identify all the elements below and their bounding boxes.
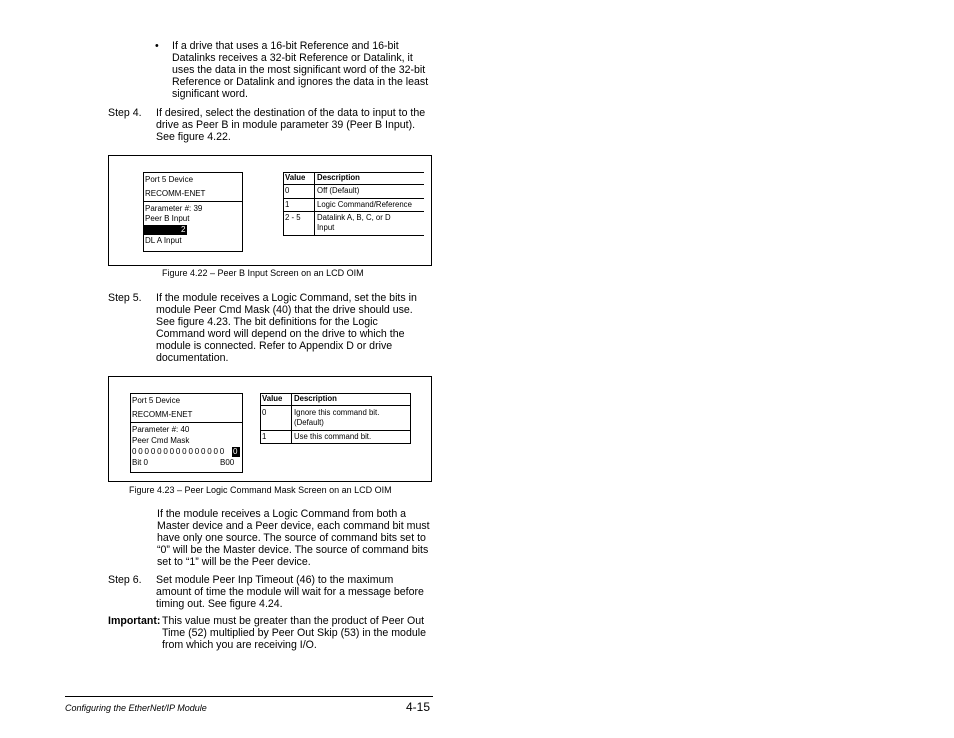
lcd-screen: [143, 172, 243, 252]
lcd-bits: 0 0 0 0 0 0 0 0 0 0 0 0 0 0 0: [132, 447, 225, 456]
lcd-line: Port 5 Device: [145, 175, 194, 184]
lcd-bit-last: 0: [233, 447, 238, 456]
lcd-line: DL A Input: [145, 236, 182, 245]
table-cell-value: 2 - 5: [285, 213, 301, 222]
lcd-line: Parameter #: 39: [145, 204, 203, 213]
table-header-description: Description: [294, 394, 337, 403]
table-cell-description: Input: [317, 223, 335, 232]
bullet-text: [172, 40, 442, 100]
bullet-line: Reference or Datalink and ignores the data in the least: [172, 76, 429, 88]
lcd-line: Peer B Input: [145, 214, 190, 223]
table-cell-value: 1: [262, 432, 267, 441]
lcd-bit-left: Bit 0: [132, 458, 149, 467]
figure-4-22-caption: Figure 4.22 – Peer B Input Screen on an LCD OIM: [162, 268, 364, 278]
table-cell-description: Logic Command/Reference: [317, 200, 412, 209]
step4-line: See figure 4.22.: [156, 131, 231, 143]
step6-line: timing out. See figure 4.24.: [156, 598, 283, 610]
paragraph-line: have only one source. The source of command bits set to: [157, 532, 426, 544]
step6-label: Step 6.: [108, 574, 142, 586]
paragraph: [157, 508, 447, 568]
table-cell-value: 0: [285, 186, 290, 195]
table-cell-description: Datalink A, B, C, or D: [317, 213, 391, 222]
value-table: [260, 393, 411, 444]
important-line: from which you are receiving I/O.: [162, 639, 317, 651]
bullet-line: Datalinks receives a 32-bit Reference or Datalink, it: [172, 52, 413, 64]
table-cell-description: (Default): [294, 418, 324, 427]
lcd-value: 2: [181, 225, 186, 234]
step5-line: Command word will depend on the drive to which the: [156, 328, 405, 340]
lcd-screen: [130, 393, 243, 473]
value-table: [283, 172, 424, 236]
table-cell-description: Ignore this command bit.: [294, 408, 380, 417]
table-cell-value: 1: [285, 200, 290, 209]
bullet-symbol: •: [155, 40, 159, 52]
important-label: Important:: [108, 615, 161, 627]
step5-line: module Peer Cmd Mask (40) that the drive should use.: [156, 304, 413, 316]
lcd-line: RECOMM-ENET: [132, 410, 193, 419]
lcd-bit-right: B00: [220, 458, 235, 467]
table-header-value: Value: [285, 173, 306, 182]
bullet-line: uses the data in the most significant word of the 32-bit: [172, 64, 426, 76]
paragraph-line: set to “1” will be the Peer device.: [157, 556, 311, 568]
step4-line: drive as Peer B in module parameter 39 (Peer B Input).: [156, 119, 416, 131]
lcd-line: Port 5 Device: [132, 396, 181, 405]
bullet-line: significant word.: [172, 88, 248, 100]
table-cell-value: 0: [262, 408, 267, 417]
step5-line: If the module receives a Logic Command, set the bits in: [156, 292, 417, 304]
step4-line: If desired, select the destination of the data to input to the: [156, 107, 426, 119]
figure-4-23-caption: Figure 4.23 – Peer Logic Command Mask Screen on an LCD OIM: [129, 485, 392, 495]
paragraph-line: Master device and a Peer device, each command bit must: [157, 520, 430, 532]
step5-line: module is connected. Refer to Appendix D or drive: [156, 340, 393, 352]
lcd-line: Parameter #: 40: [132, 425, 190, 434]
step6-text: [156, 574, 446, 610]
table-cell-description: Use this command bit.: [294, 432, 372, 441]
figure-4-22: [108, 155, 432, 266]
bullet-line: If a drive that uses a 16-bit Reference and 16-bit: [172, 40, 399, 52]
important-text: [162, 615, 452, 651]
step4-text: [156, 107, 446, 143]
table-header-description: Description: [317, 173, 360, 182]
step5-line: See figure 4.23. The bit definitions for the Logic: [156, 316, 378, 328]
lcd-line: RECOMM-ENET: [145, 189, 206, 198]
step4-label: Step 4.: [108, 107, 142, 119]
step6-line: amount of time the module will wait for a message before: [156, 586, 424, 598]
paragraph-line: If the module receives a Logic Command from both a: [157, 508, 407, 520]
step6-line: Set module Peer Inp Timeout (46) to the maximum: [156, 574, 394, 586]
footer-rule: [65, 696, 433, 697]
table-cell-description: Off (Default): [317, 186, 360, 195]
lcd-line: Peer Cmd Mask: [132, 436, 190, 445]
figure-4-23: [108, 376, 432, 482]
important-line: This value must be greater than the product of Peer Out: [162, 615, 425, 627]
important-line: Time (52) multiplied by Peer Out Skip (53) in the module: [162, 627, 426, 639]
footer-page-number: 4-15: [406, 700, 431, 714]
paragraph-line: “0” will be the Master device. The source of command bits: [157, 544, 429, 556]
step5-line: documentation.: [156, 352, 229, 364]
step5-text: [156, 292, 446, 364]
step5-label: Step 5.: [108, 292, 142, 304]
table-header-value: Value: [262, 394, 283, 403]
footer-title: Configuring the EtherNet/IP Module: [65, 703, 207, 713]
